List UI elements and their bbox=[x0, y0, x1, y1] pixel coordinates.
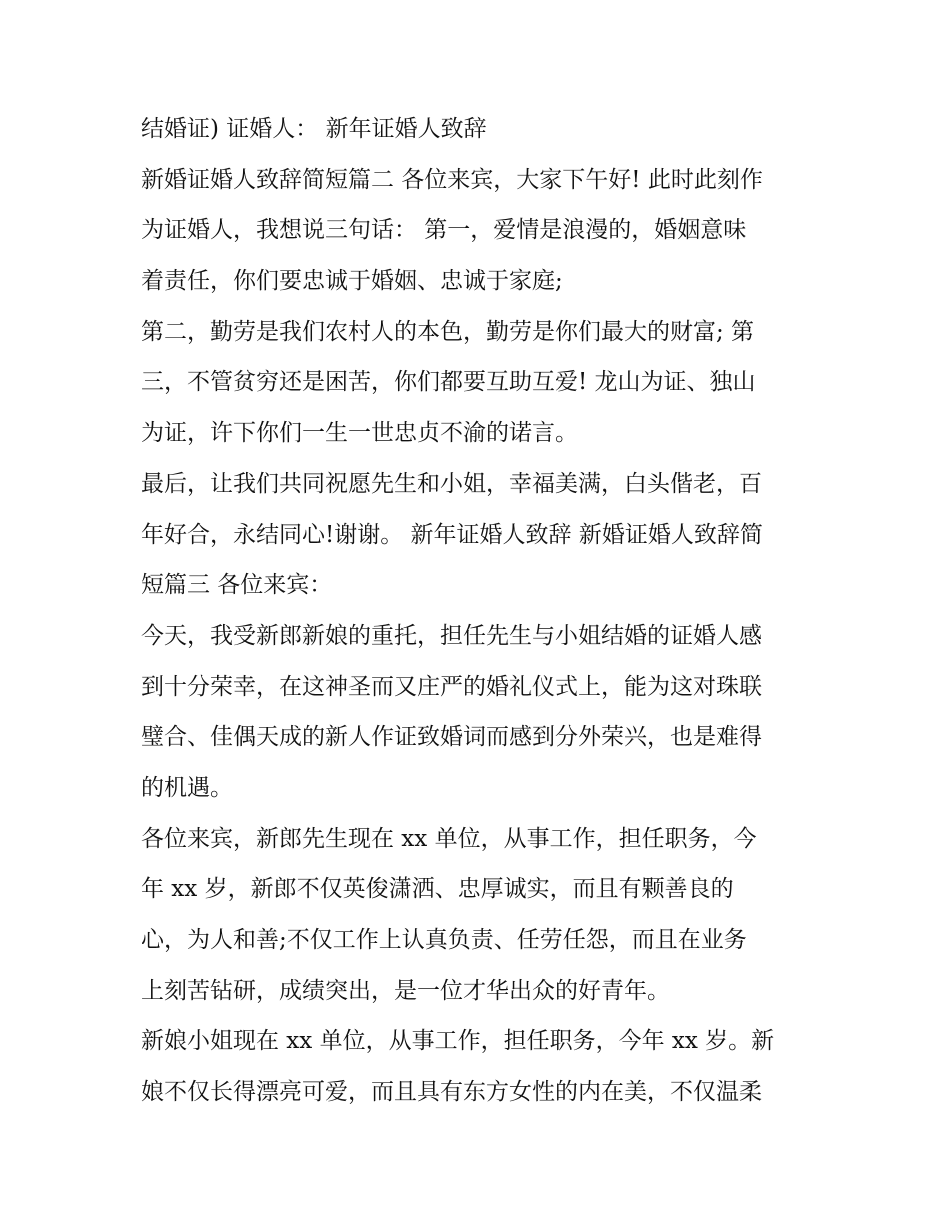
text-line: 结婚证) 证婚人： 新年证婚人致辞 bbox=[141, 116, 487, 142]
text-line: 新婚证婚人致辞简短篇二 各位来宾，大家下午好! 此时此刻作 bbox=[141, 167, 763, 193]
text-line: 短篇三 各位来宾： bbox=[141, 572, 333, 598]
text-line: 上刻苦钻研，成绩突出，是一位才华出众的好青年。 bbox=[141, 978, 670, 1004]
text-line: 娘不仅长得漂亮可爱，而且具有东方女性的内在美，不仅温柔 bbox=[141, 1079, 762, 1105]
text-line: 最后，让我们共同祝愿先生和小姐，幸福美满，白头偕老，百 bbox=[141, 471, 762, 497]
text-line: 为证，许下你们一生一世忠贞不渝的诺言。 bbox=[141, 420, 578, 446]
text-line: 今天，我受新郎新娘的重托，担任先生与小姐结婚的证婚人感 bbox=[141, 623, 762, 649]
text-line: 为证婚人，我想说三句话： 第一，爱情是浪漫的，婚姻意味 bbox=[141, 217, 747, 243]
text-line: 各位来宾，新郎先生现在 xx 单位，从事工作，担任职务，今 bbox=[141, 826, 757, 852]
text-line: 着责任，你们要忠诚于婚姻、忠诚于家庭; bbox=[141, 268, 563, 294]
text-line: 心，为人和善;不仅工作上认真负责、任劳任怨，而且在业务 bbox=[141, 927, 747, 953]
text-line: 璧合、佳偶天成的新人作证致婚词而感到分外荣兴，也是难得 bbox=[141, 724, 762, 750]
text-line: 第二，勤劳是我们农村人的本色，勤劳是你们最大的财富; 第 bbox=[141, 319, 755, 345]
text-line: 新娘小姐现在 xx 单位，从事工作，担任职务，今年 xx 岁。新 bbox=[141, 1028, 775, 1054]
text-line: 年 xx 岁，新郎不仅英俊潇洒、忠厚诚实，而且有颗善良的 bbox=[141, 876, 734, 902]
text-line: 年好合，永结同心!谢谢。 新年证婚人致辞 新婚证婚人致辞简 bbox=[141, 522, 763, 548]
text-line: 到十分荣幸，在这神圣而又庄严的婚礼仪式上，能为这对珠联 bbox=[141, 674, 762, 700]
text-line: 的机遇。 bbox=[141, 775, 233, 801]
text-line: 三，不管贫穷还是困苦，你们都要互助互爱! 龙山为证、独山 bbox=[141, 369, 756, 395]
